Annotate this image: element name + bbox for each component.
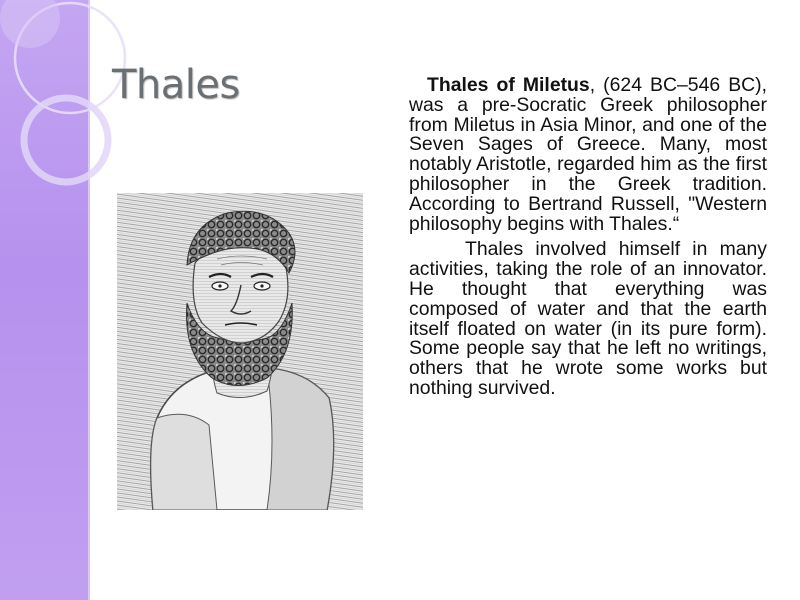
paragraph-activities: Thales involved himself in many activities, taking the role of an innovator. He thought that everything was composed of water and that the earth itself floated on water (in its pure form). Some people say that he left no writings, others that he wrote some works but nothing survived.	[409, 238, 767, 399]
paragraph-lead: Thales of Miletus	[427, 74, 590, 96]
paragraph-intro-text: , (624 BC–546 BC), was a pre-Socratic Greek philosopher from Miletus in Asia Minor, and one of the Seven Sages of Greece. Many, most notably Aristotle, regarded him as the first philosopher in the Greek tradition. According to Bertrand Russell, "Western philosophy begins with Thales.“	[409, 74, 767, 235]
bust-portrait-icon	[117, 193, 363, 510]
bust-portrait-image	[117, 193, 363, 510]
paragraph-intro	[409, 76, 767, 234]
page-title: Thales	[112, 62, 240, 108]
decorative-circles	[0, 0, 120, 220]
body-text	[409, 76, 767, 399]
